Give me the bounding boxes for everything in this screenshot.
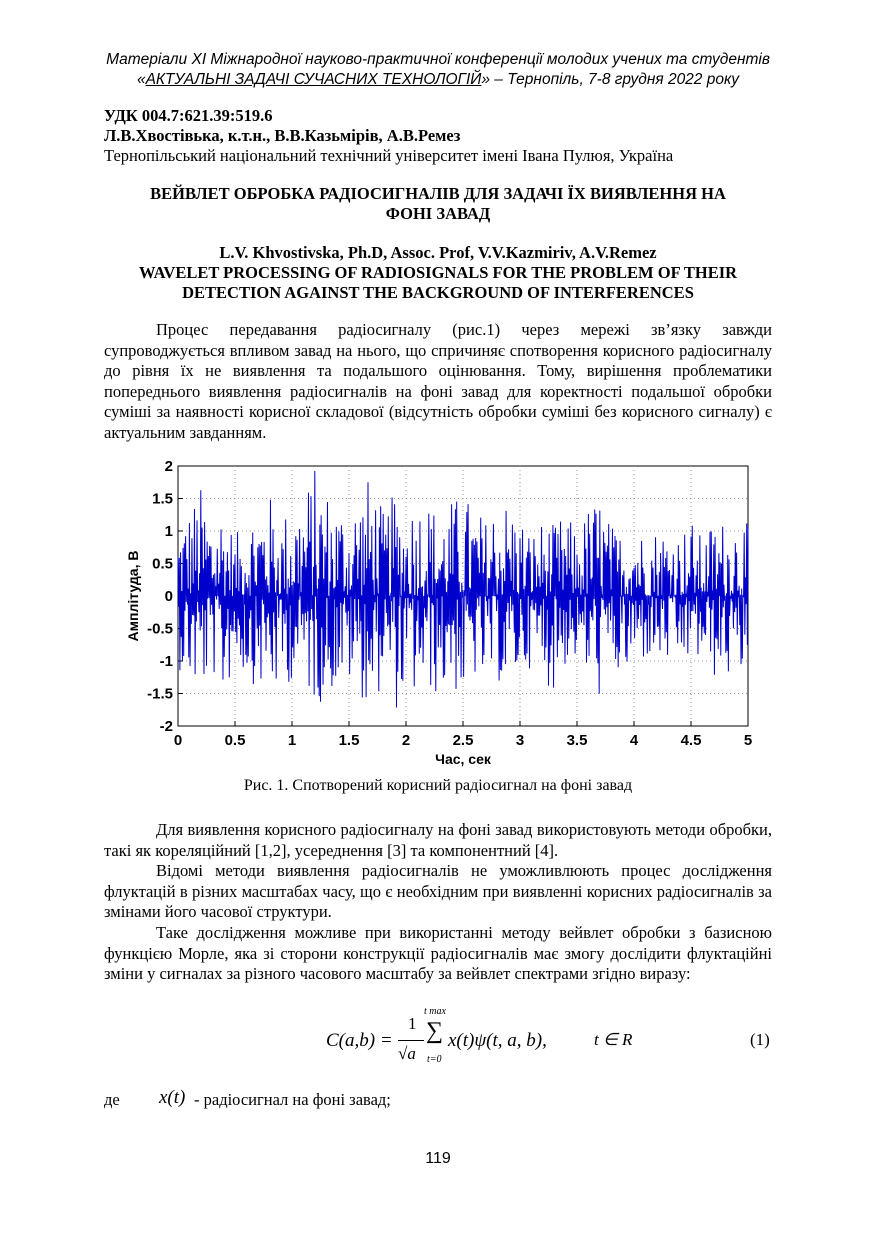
x-tick-label: 2.5: [452, 732, 474, 749]
title-ukrainian: [104, 184, 772, 224]
title-ua-line-1: ВЕЙВЛЕТ ОБРОБКА РАДІОСИГНАЛІВ ДЛЯ ЗАДАЧІ ЇХ ВИЯВЛЕННЯ НА: [150, 184, 726, 203]
x-tick-label: 3.5: [566, 732, 588, 749]
header-place-date: » – Тернопіль, 7-8 грудня 2022 року: [481, 71, 740, 88]
y-tick-label: -1.5: [147, 685, 173, 703]
affiliation: Тернопільський національний технічний університет імені Івана Пулюя, Україна: [104, 146, 674, 165]
equation-number: (1): [750, 1030, 770, 1049]
y-tick-label: 0.5: [152, 555, 173, 573]
formula-sum-upper: t max: [424, 1006, 446, 1017]
header-line-1: Матеріали XІ Міжнародної науково-практичної конференції молодих учених та студентів: [106, 51, 770, 68]
x-tick-label: 4.5: [680, 732, 702, 749]
where-label: де: [104, 1090, 120, 1109]
header-line-2: [0, 70, 876, 90]
x-axis-label: Час, сек: [435, 751, 491, 767]
formula-numerator: 1: [408, 1014, 417, 1033]
x-tick-label: 3: [515, 732, 525, 749]
authors-en: L.V. Khvostivska, Ph.D, Assoc. Prof, V.V.Kazmiriv, A.V.Remez: [219, 243, 657, 262]
title-en-line-1: WAVELET PROCESSING OF RADIOSIGNALS FOR THE PROBLEM OF THEIR: [138, 263, 738, 282]
formula-sum-lower: t=0: [427, 1054, 442, 1065]
formula-fraction-bar: [398, 1040, 424, 1041]
figure-1: [118, 456, 768, 781]
udk-code: УДК 004.7:621.39:519.6: [104, 106, 273, 125]
formula-body: x(t)ψ(t, a, b),: [448, 1030, 547, 1051]
y-tick-label: 0: [164, 588, 173, 605]
x-tick-label: 2: [401, 732, 411, 749]
x-tick-label: 1: [287, 732, 297, 749]
formula-condition: t ∈ R: [594, 1030, 633, 1049]
article-meta: [104, 106, 673, 166]
paragraph-wavelet: Таке дослідження можливе при використанні методу вейвлет обробки з базисною функцією Морле, яка зі сторони конструкції радіосигналів має змогу дослідити флуктаційні зміни у сигналах за різного часового масштабу за вейвлет спектрами згідно виразу:: [104, 923, 772, 983]
figure-caption: Рис. 1. Спотворений корисний радіосигнал на фоні завад: [243, 777, 633, 794]
x-tick-label: 1.5: [338, 732, 360, 749]
page-number: 119: [425, 1150, 451, 1167]
y-tick-label: -1: [159, 653, 173, 670]
header-quote-open: «: [136, 71, 146, 88]
x-tick-label: 4: [629, 732, 639, 749]
y-tick-label: 1.5: [152, 490, 173, 508]
x-tick-label: 0: [173, 732, 183, 749]
y-axis-label: Амплітуда, В: [125, 550, 141, 642]
conference-header: [0, 50, 876, 90]
title-en-line-2: DETECTION AGAINST THE BACKGROUND OF INTERFERENCES: [182, 283, 694, 302]
equation-1: [326, 1006, 786, 1070]
x-tick-label: 5: [743, 732, 753, 749]
where-symbol: x(t): [159, 1087, 186, 1108]
header-conference-name: АКТУАЛЬНІ ЗАДАЧІ СУЧАСНИХ ТЕХНОЛОГІЙ: [145, 71, 482, 88]
where-line: [104, 1087, 391, 1110]
y-tick-label: -0.5: [147, 620, 173, 638]
where-text: - радіосигнал на фоні завад;: [194, 1090, 391, 1109]
x-tick-label: 0.5: [224, 732, 246, 749]
paragraph-intro: Процес передавання радіосигналу (рис.1) через мережі зв’язку завжди супроводжується впливом завад на нього, що спричиняє спотворення корисного радіосигналу до рівня їх не виявлення та подальшого оцінювання. Тому, вирішення проблематики попереднього виявлення радіосигналів на фоні завад для коректності подальшої обробки суміші за наявності корисної складової (відсутність обробки суміші без корисного сигналу) є актуальним завданням.: [104, 320, 772, 442]
title-english: [104, 243, 772, 303]
title-ua-line-2: ФОНІ ЗАВАД: [385, 204, 491, 223]
y-tick-label: 1: [164, 523, 173, 540]
authors-ua: Л.В.Хвостівька, к.т.н., В.В.Казьмірів, А.В.Ремез: [104, 126, 461, 145]
paragraph-limitations: Відомі методи виявлення радіосигналів не уможливлюють процес дослідження флуктацій в різних масштабах часу, що є необхідним при виявленні корисних радіосигналів за змінами його часової структури.: [104, 861, 772, 921]
y-tick-label: -2: [159, 718, 173, 735]
formula-lhs: C(a,b) =: [326, 1030, 393, 1051]
paragraph-methods: Для виявлення корисного радіосигналу на фоні завад використовують методи обробки, такі як кореляційний [1,2], усереднення [3] та компонентний [4].: [104, 820, 772, 860]
signal-chart: [118, 456, 768, 776]
formula-denominator: √a: [398, 1044, 416, 1063]
formula-sum-symbol: ∑: [426, 1018, 444, 1044]
y-tick-label: 2: [164, 458, 173, 475]
